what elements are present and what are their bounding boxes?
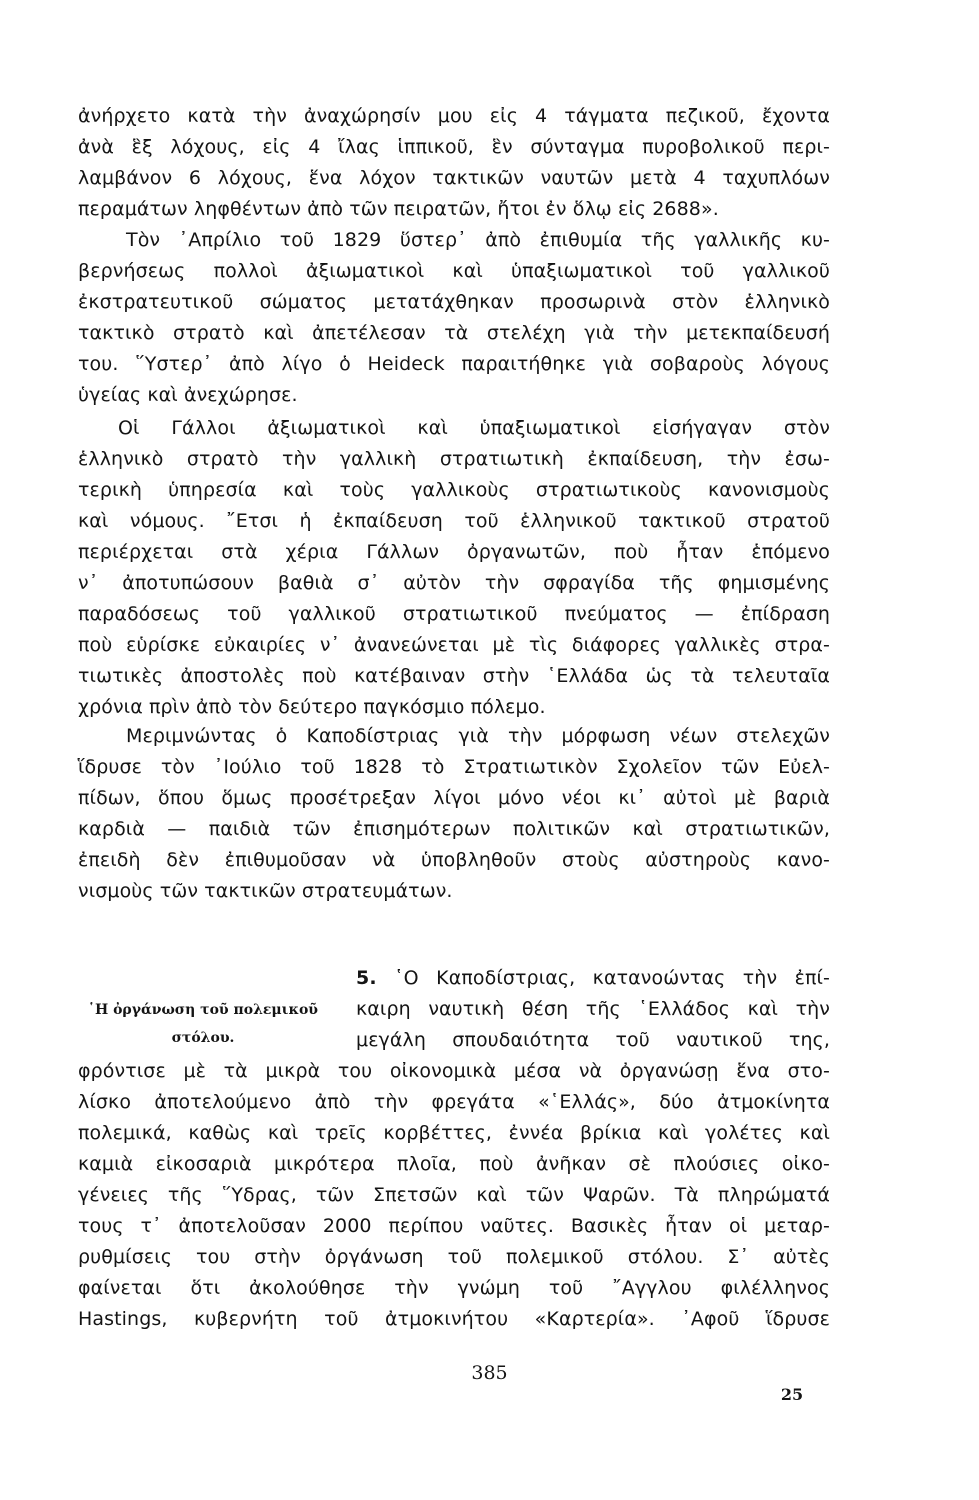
margin-heading: [78, 996, 328, 1052]
text-line: Οἱ Γάλλοι ἀξιωματικοὶ καὶ ὑπαξιωματικοὶ εἰσήγαγαν στὸν: [118, 417, 830, 439]
text-line: καμιὰ εἰκοσαριὰ μικρότερα πλοῖα, ποὺ ἀνῆκαν σὲ πλούσιες οἰκο-: [78, 1153, 830, 1175]
text-line: περαμάτων ληφθέντων ἀπὸ τῶν πειρατῶν, ἤτοι ἐν ὅλῳ εἰς 2688».: [78, 198, 719, 220]
text-line: πολεμικά, καθὼς καὶ τρεῖς κορβέττες, ἐννέα βρίκια καὶ γολέτες καὶ: [78, 1122, 830, 1144]
text-line: καιρη ναυτικὴ θέση τῆς ῾Ελλάδος καὶ τὴν: [356, 998, 830, 1020]
text-line: του. ῞Υστερ᾽ ἀπὸ λίγο ὁ Heideck παραιτήθηκε γιὰ σοβαροὺς λόγους: [78, 353, 830, 375]
text-line: λίσκο ἀποτελούμενο ἀπὸ τὴν φρεγάτα «῾Ελλάς», δύο ἀτμοκίνητα: [78, 1091, 830, 1113]
margin-heading-line: ῾Η ὀργάνωση τοῦ πολεμικοῦ: [87, 1002, 318, 1018]
text-line: χρόνια πρὶν ἀπὸ τὸν δεύτερο παγκόσμιο πόλεμο.: [78, 696, 546, 718]
section-heading-line: [356, 964, 830, 993]
section-first-line: ῾Ο Καποδίστριας, κατανοώντας τὴν ἐπί-: [394, 967, 830, 989]
text-line: ἀνήρχετο κατὰ τὴν ἀναχώρησίν μου εἰς 4 τάγματα πεζικοῦ, ἔχοντα: [78, 105, 830, 127]
text-line: λαμβάνον 6 λόχους, ἕνα λόχον τακτικῶν ναυτῶν μετὰ 4 ταχυπλόων: [78, 167, 830, 189]
text-line: καὶ νόμους. ῎Ετσι ἡ ἐκπαίδευση τοῦ ἑλληνικοῦ τακτικοῦ στρατοῦ: [78, 510, 830, 532]
text-line: ἀνὰ ἓξ λόχους, εἰς 4 ἴλας ἱππικοῦ, ἓν σύνταγμα πυροβολικοῦ περι-: [78, 136, 830, 158]
text-line: Μεριμνώντας ὁ Καποδίστριας γιὰ τὴν μόρφωση νέων στελεχῶν: [126, 725, 830, 747]
text-line: πίδων, ὅπου ὅμως προσέτρεξαν λίγοι μόνο νέοι κι᾽ αὐτοὶ μὲ βαριὰ: [78, 787, 830, 809]
text-line: νισμοὺς τῶν τακτικῶν στρατευμάτων.: [78, 880, 453, 902]
text-line: Τὸν ᾿Απρίλιο τοῦ 1829 ὕστερ᾽ ἀπὸ ἐπιθυμία τῆς γαλλικῆς κυ-: [126, 229, 830, 251]
text-line: γένειες τῆς ῞Υδρας, τῶν Σπετσῶν καὶ τῶν Ψαρῶν. Τὰ πληρώματά: [78, 1184, 830, 1206]
text-line: ποὺ εὑρίσκε εὐκαιρίες ν᾽ ἀνανεώνεται μὲ τὶς διάφορες γαλλικὲς στρα-: [78, 634, 830, 656]
text-line: ἑλληνικὸ στρατὸ τὴν γαλλικὴ στρατιωτικὴ ἐκπαίδευση, τὴν ἐσω-: [78, 448, 830, 470]
text-line: ἵδρυσε τὸν ᾿Ιούλιο τοῦ 1828 τὸ Στρατιωτικὸν Σχολεῖον τῶν Εὐελ-: [78, 756, 830, 778]
text-line: ρυθμίσεις του στὴν ὀργάνωση τοῦ πολεμικοῦ στόλου. Σ᾽ αὐτὲς: [78, 1246, 830, 1268]
text-line: ἐπειδὴ δὲν ἐπιθυμοῦσαν νὰ ὑποβληθοῦν στοὺς αὐστηροὺς κανο-: [78, 849, 830, 871]
text-line: περιέρχεται στὰ χέρια Γάλλων ὀργανωτῶν, ποὺ ἦταν ἑπόμενο: [78, 541, 830, 563]
text-line: τους τ᾽ ἀποτελοῦσαν 2000 περίπου ναῦτες. Βασικὲς ἦταν οἱ μεταρ-: [78, 1215, 830, 1237]
text-line: τιωτικὲς ἀποστολὲς ποὺ κατέβαιναν στὴν ῾Ελλάδα ὡς τὰ τελευταῖα: [78, 665, 830, 687]
text-line: ἐκστρατευτικοῦ σώματος μετατάχθηκαν προσωρινὰ στὸν ἑλληνικὸ: [78, 291, 830, 313]
text-line: Hastings, κυβερνήτη τοῦ ἀτμοκινήτου «Καρτερία». ᾿Αφοῦ ἵδρυσε: [78, 1308, 830, 1330]
text-line: μεγάλη σπουδαιότητα τοῦ ναυτικοῦ της,: [356, 1029, 830, 1051]
page-number: 385: [471, 1362, 508, 1384]
text-line: ν᾽ ἀποτυπώσουν βαθιὰ σ᾽ αὐτὸν τὴν σφραγίδα τῆς φημισμένης: [78, 572, 830, 594]
text-line: τερικὴ ὑπηρεσία καὶ τοὺς γαλλικοὺς στρατιωτικοὺς κανονισμοὺς: [78, 479, 830, 501]
text-line: φαίνεται ὅτι ἀκολούθησε τὴν γνώμη τοῦ ῎Αγγλου φιλέλληνος: [78, 1277, 830, 1299]
text-line: ὑγείας καὶ ἀνεχώρησε.: [78, 384, 298, 406]
text-line: καρδιὰ — παιδιὰ τῶν ἐπισημότερων πολιτικῶν καὶ στρατιωτικῶν,: [78, 818, 830, 840]
section-number: 5.: [356, 967, 377, 989]
signature-mark: 25: [780, 1385, 804, 1404]
text-line: βερνήσεως πολλοὶ ἀξιωματικοὶ καὶ ὑπαξιωματικοὶ τοῦ γαλλικοῦ: [78, 260, 830, 282]
margin-heading-line: στόλου.: [171, 1030, 235, 1046]
text-line: παραδόσεως τοῦ γαλλικοῦ στρατιωτικοῦ πνεύματος — ἐπίδραση: [78, 603, 830, 625]
text-line: φρόντισε μὲ τὰ μικρὰ του οἰκονομικὰ μέσα νὰ ὀργανώσῃ ἕνα στο-: [78, 1060, 830, 1082]
text-line: τακτικὸ στρατὸ καὶ ἀπετέλεσαν τὰ στελέχη γιὰ τὴν μετεκπαίδευσή: [78, 322, 830, 344]
